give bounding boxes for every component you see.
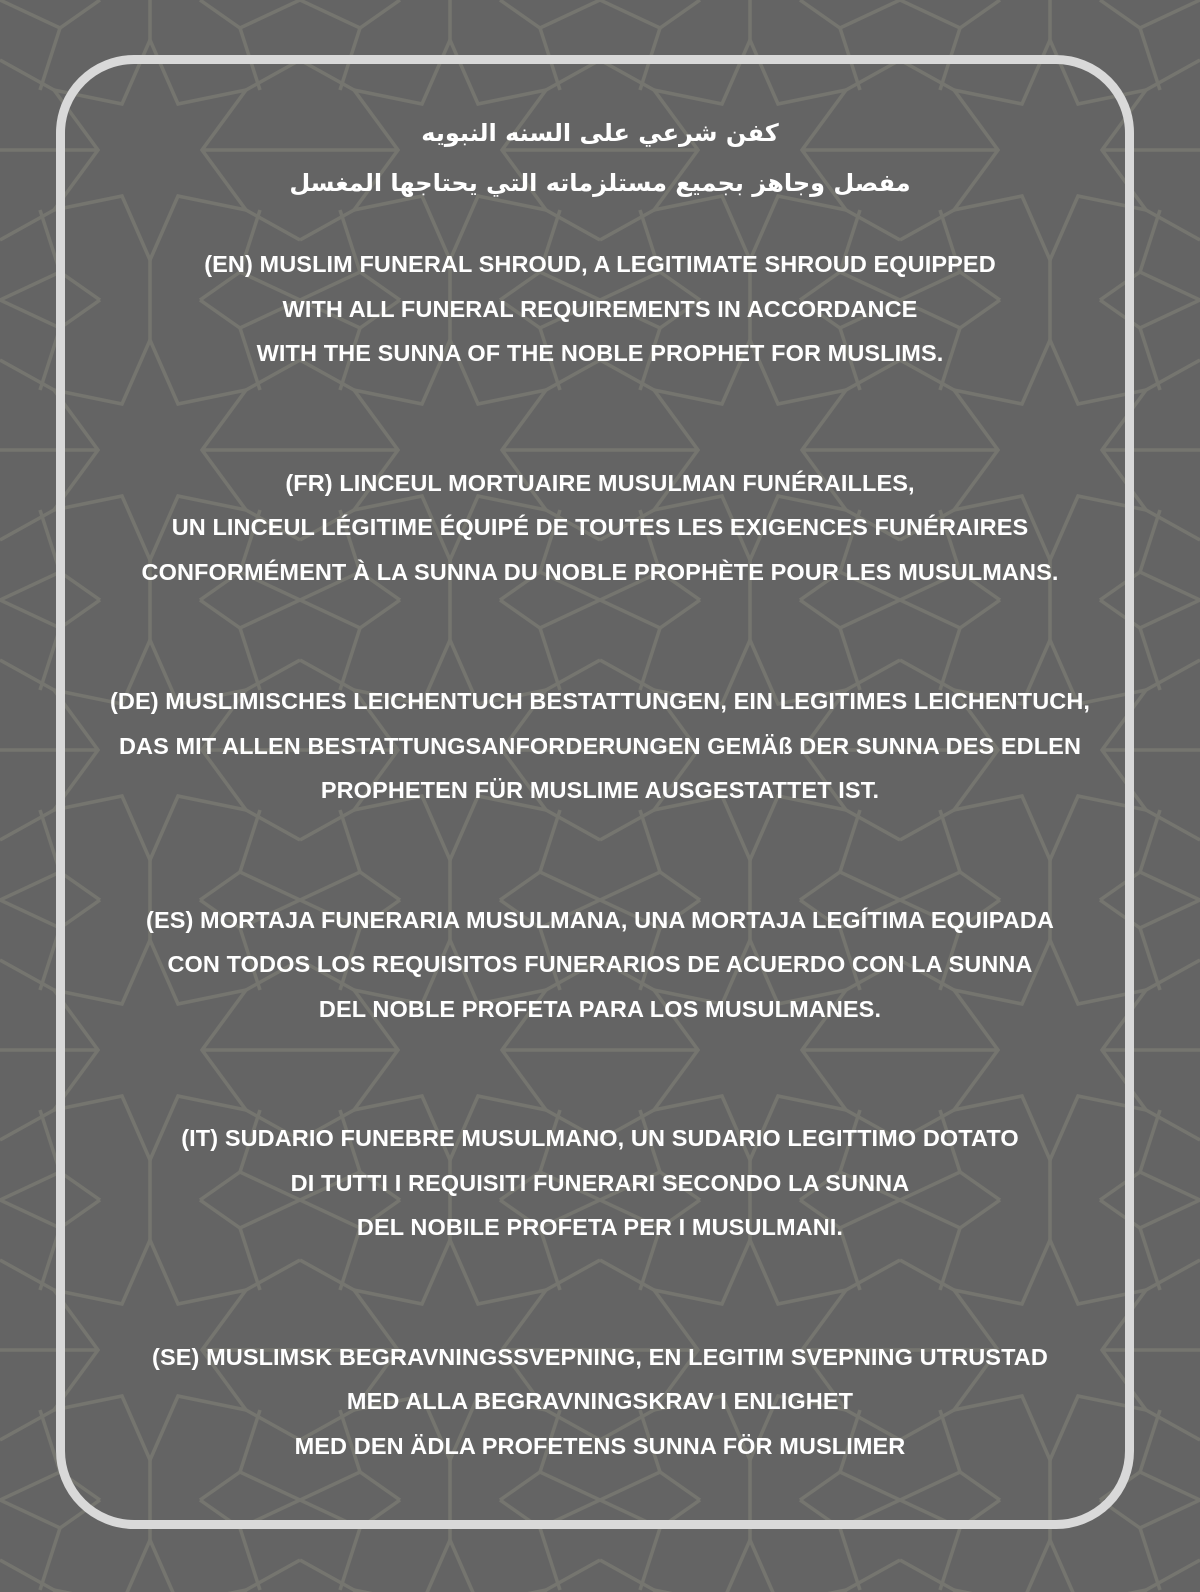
description-line: WITH THE SUNNA OF THE NOBLE PROPHET FOR MUSLIMS. (256, 340, 944, 366)
description-line: PROPHETEN FÜR MUSLIME AUSGESTATTET IST. (320, 777, 880, 803)
arabic-heading-line-1: كفن شرعي على السنه النبويه (421, 119, 779, 147)
swedish-description (70, 1335, 1130, 1469)
german-description (70, 679, 1130, 813)
description-line: (FR) LINCEUL MORTUAIRE MUSULMAN FUNÉRAILLES, (285, 469, 915, 496)
description-line: DEL NOBLE PROFETA PARA LOS MUSULMANES. (318, 995, 882, 1022)
spanish-description (70, 898, 1130, 1032)
description-line: CON TODOS LOS REQUISITOS FUNERARIOS DE ACUERDO CON LA SUNNA (167, 951, 1033, 977)
description-line: (ES) MORTAJA FUNERARIA MUSULMANA, UNA MORTAJA LEGÍTIMA EQUIPADA (146, 906, 1054, 933)
description-line: (SE) MUSLIMSK BEGRAVNINGSSVEPNING, EN LEGITIM SVEPNING UTRUSTAD (152, 1343, 1048, 1370)
description-line: CONFORMÉMENT À LA SUNNA DU NOBLE PROPHÈTE POUR LES MUSULMANS. (141, 558, 1059, 585)
english-description (70, 242, 1130, 376)
description-line: WITH ALL FUNERAL REQUIREMENTS IN ACCORDANCE (282, 295, 918, 322)
description-line: MED DEN ÄDLA PROFETENS SUNNA FÖR MUSLIMER (294, 1432, 906, 1459)
arabic-heading-line-2: مفصل وجاهز بجميع مستلزماته التي يحتاجها المغسل (289, 169, 911, 197)
italian-description (70, 1116, 1130, 1250)
description-line: DI TUTTI I REQUISITI FUNERARI SECONDO LA SUNNA (290, 1169, 910, 1196)
description-line: (IT) SUDARIO FUNEBRE MUSULMANO, UN SUDARIO LEGITTIMO DOTATO (181, 1125, 1019, 1151)
french-description (70, 461, 1130, 595)
description-line: UN LINCEUL LÉGITIME ÉQUIPÉ DE TOUTES LES EXIGENCES FUNÉRAIRES (171, 514, 1029, 540)
description-line: (EN) MUSLIM FUNERAL SHROUD, A LEGITIMATE SHROUD EQUIPPED (204, 251, 996, 277)
description-line: (DE) MUSLIMISCHES LEICHENTUCH BESTATTUNGEN, EIN LEGITIMES LEICHENTUCH, (109, 688, 1091, 714)
content-area (70, 108, 1130, 1468)
description-line: MED ALLA BEGRAVNINGSKRAV I ENLIGHET (346, 1388, 854, 1414)
arabic-heading (70, 108, 1130, 208)
description-line: DEL NOBILE PROFETA PER I MUSULMANI. (356, 1214, 844, 1240)
description-line: DAS MIT ALLEN BESTATTUNGSANFORDERUNGEN GEMÄß DER SUNNA DES EDLEN (118, 732, 1082, 759)
